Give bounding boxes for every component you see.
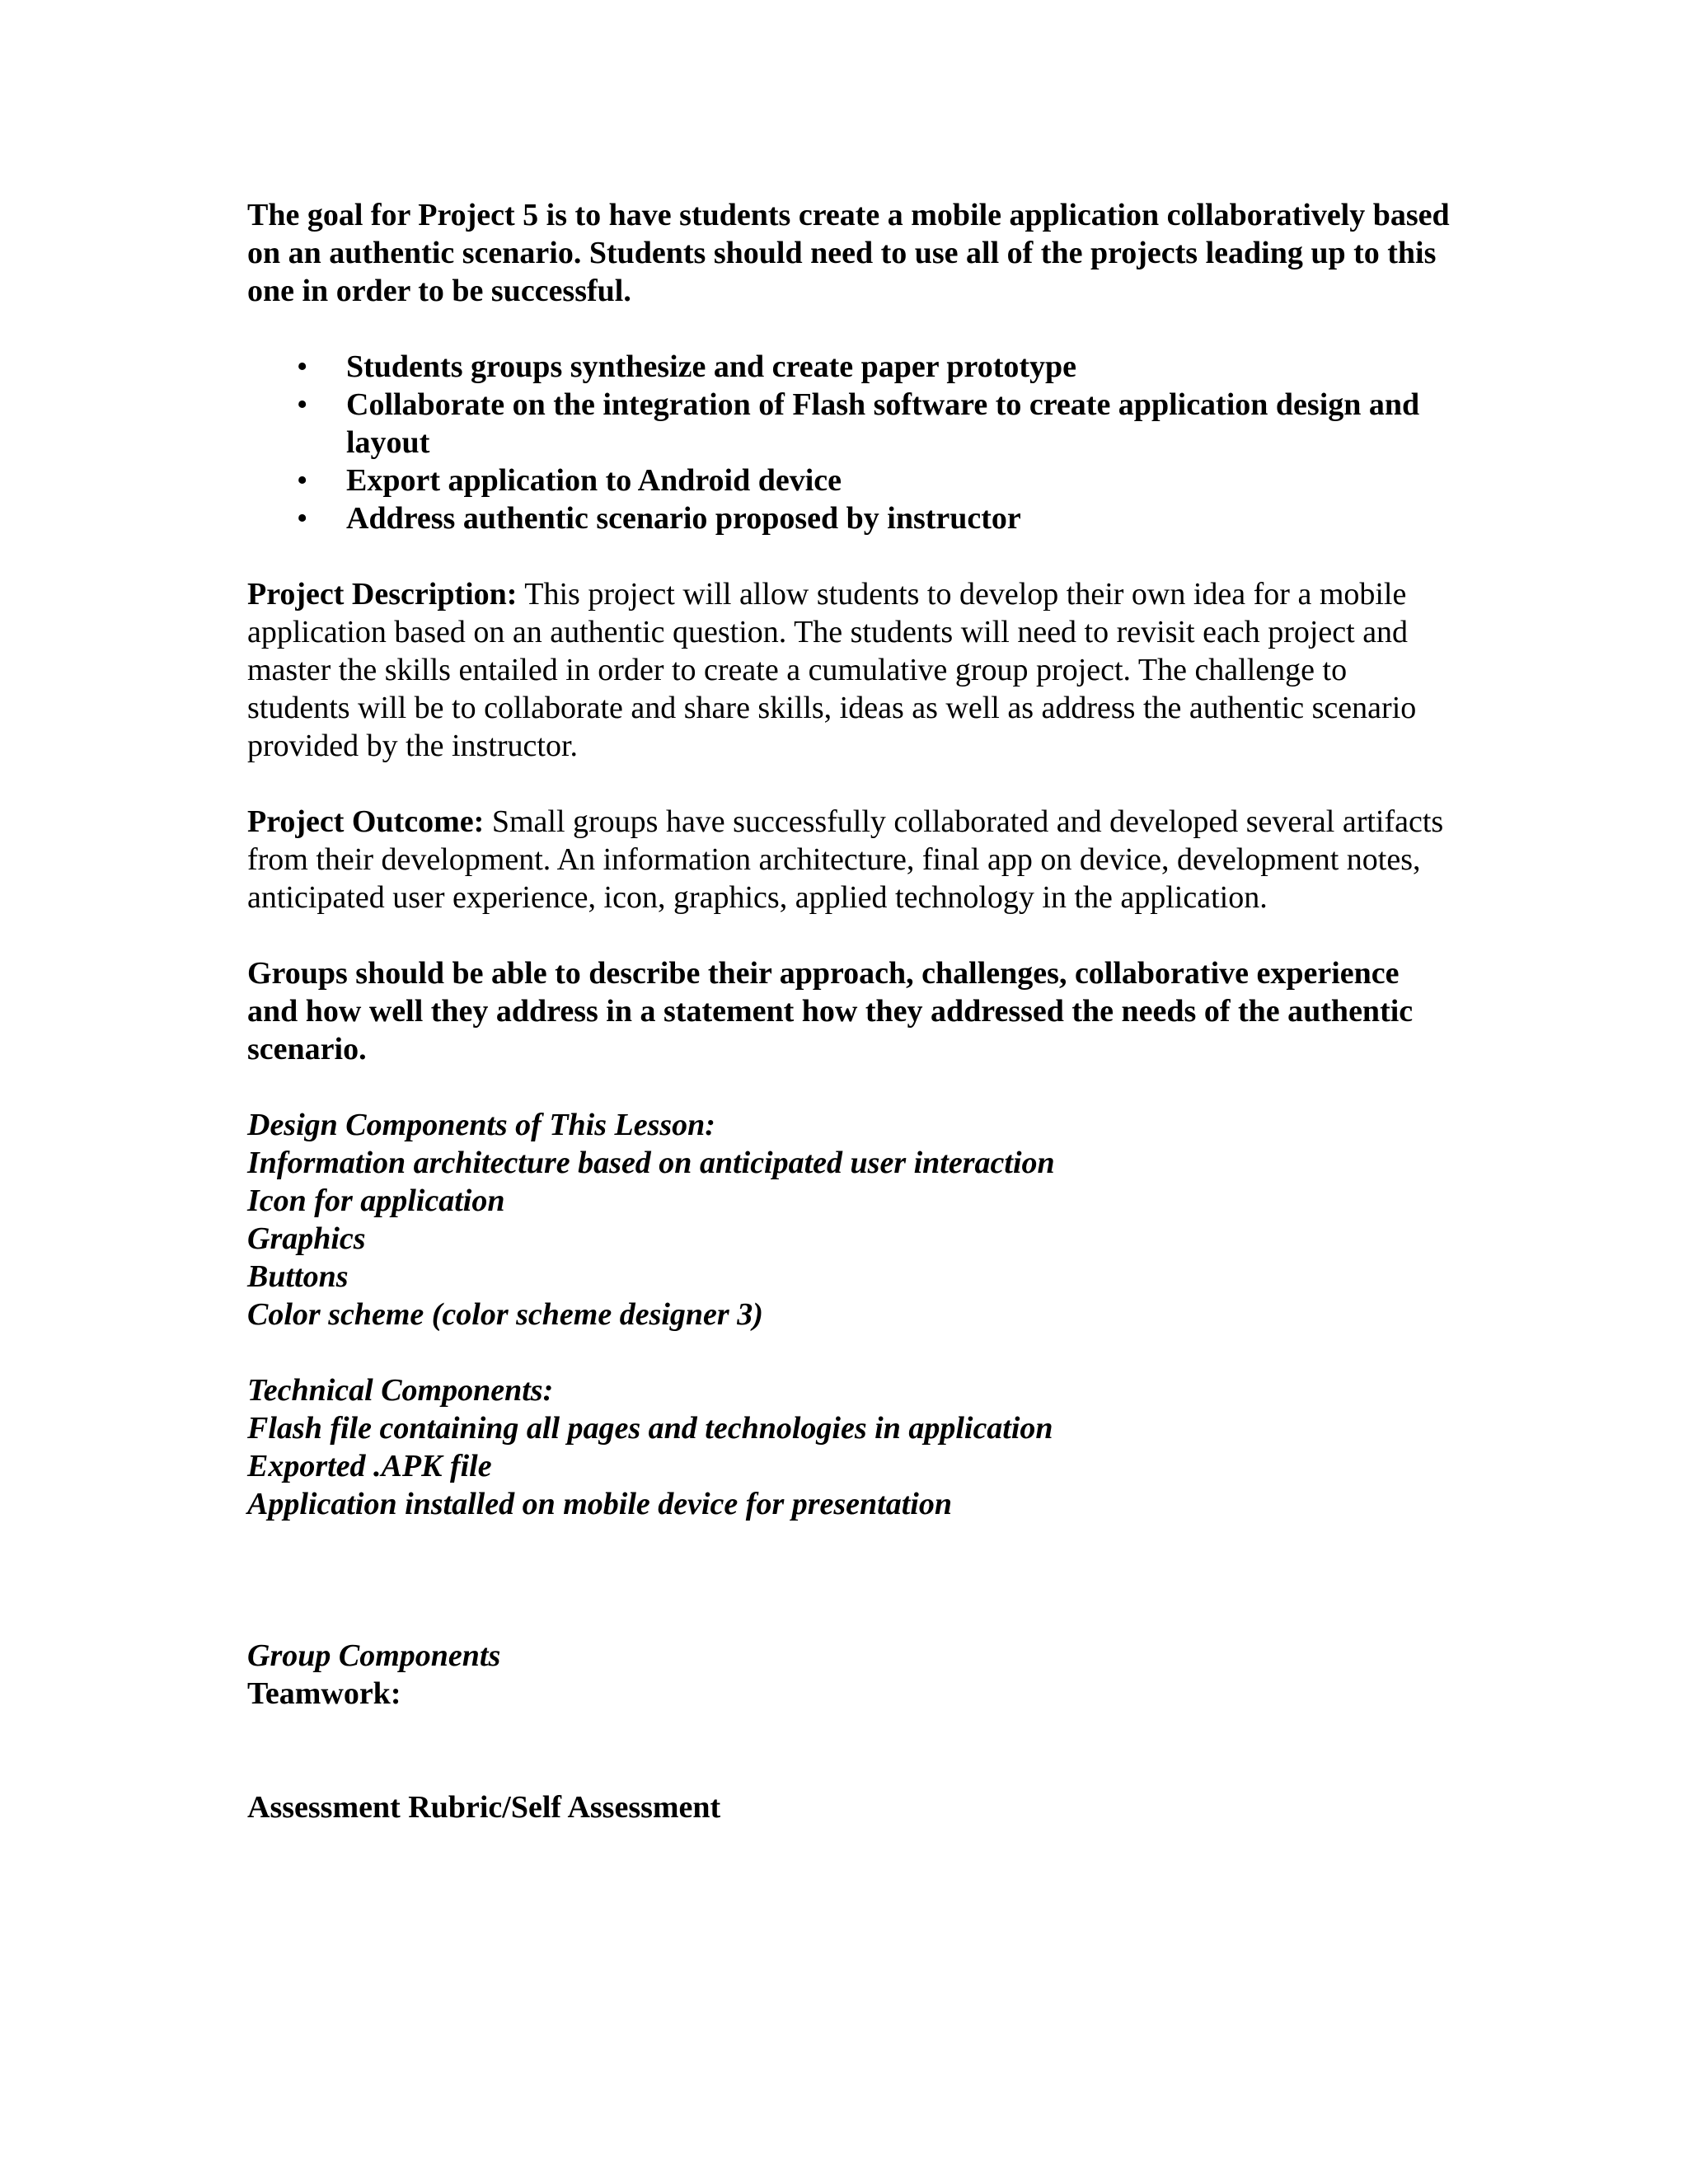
bullet-item: • Collaborate on the integration of Flash software to create application design and layout	[297, 387, 1420, 460]
goal-bullet-list	[247, 348, 1451, 537]
project-outcome-label: Project Outcome:	[247, 804, 485, 839]
bullet-icon: •	[297, 463, 308, 498]
design-component-item: Buttons	[247, 1259, 349, 1294]
design-component-item: Color scheme (color scheme designer 3)	[247, 1297, 763, 1332]
design-component-item: Graphics	[247, 1221, 366, 1256]
groups-statement-paragraph: Groups should be able to describe their approach, challenges, collaborative experience and how well they address in a statement how they addressed the needs of the authentic scenario.	[247, 956, 1414, 1066]
design-components-heading: Design Components of This Lesson:	[247, 1108, 715, 1142]
design-component-item: Information architecture based on anticipated user interaction	[247, 1146, 1055, 1180]
bullet-item: • Students groups synthesize and create paper prototype	[297, 349, 1077, 384]
bullet-icon: •	[297, 387, 308, 422]
technical-component-item: Application installed on mobile device for presentation	[247, 1487, 952, 1521]
bullet-item: • Export application to Android device	[297, 463, 842, 498]
assessment-rubric-heading: Assessment Rubric/Self Assessment	[247, 1790, 721, 1825]
design-component-item: Icon for application	[247, 1183, 505, 1218]
bullet-icon: •	[297, 349, 308, 384]
technical-components-heading: Technical Components:	[247, 1373, 554, 1408]
project-outcome-paragraph	[247, 803, 1451, 916]
project-description-label: Project Description:	[247, 577, 518, 612]
teamwork-label: Teamwork:	[247, 1676, 401, 1711]
project-description-paragraph	[247, 575, 1451, 765]
document-body	[247, 196, 1451, 1826]
project-description-text: This project will allow students to develop their own idea for a mobile application based on an authentic question. The students will need to revisit each project and master the skills entailed in order to create a cumulative group project. The challenge to students will be to collaborate and share skills, ideas as well as address the authentic scenario provided by the instructor.	[247, 577, 1417, 763]
technical-component-item: Exported .APK file	[247, 1449, 492, 1483]
technical-component-item: Flash file containing all pages and technologies in application	[247, 1411, 1053, 1446]
intro-paragraph: The goal for Project 5 is to have students create a mobile application collaboratively based on an authentic scenario. Students should need to use all of the projects leading up to this one in order to be successful.	[247, 198, 1450, 308]
group-components-heading: Group Components	[247, 1638, 501, 1673]
bullet-icon: •	[297, 501, 308, 536]
bullet-item: • Address authentic scenario proposed by instructor	[297, 501, 1021, 536]
project-outcome-text: Small groups have successfully collaborated and developed several artifacts from their development. An information architecture, final app on device, development notes, anticipated user experience, icon, graphics, applied technology in the application.	[247, 804, 1444, 915]
